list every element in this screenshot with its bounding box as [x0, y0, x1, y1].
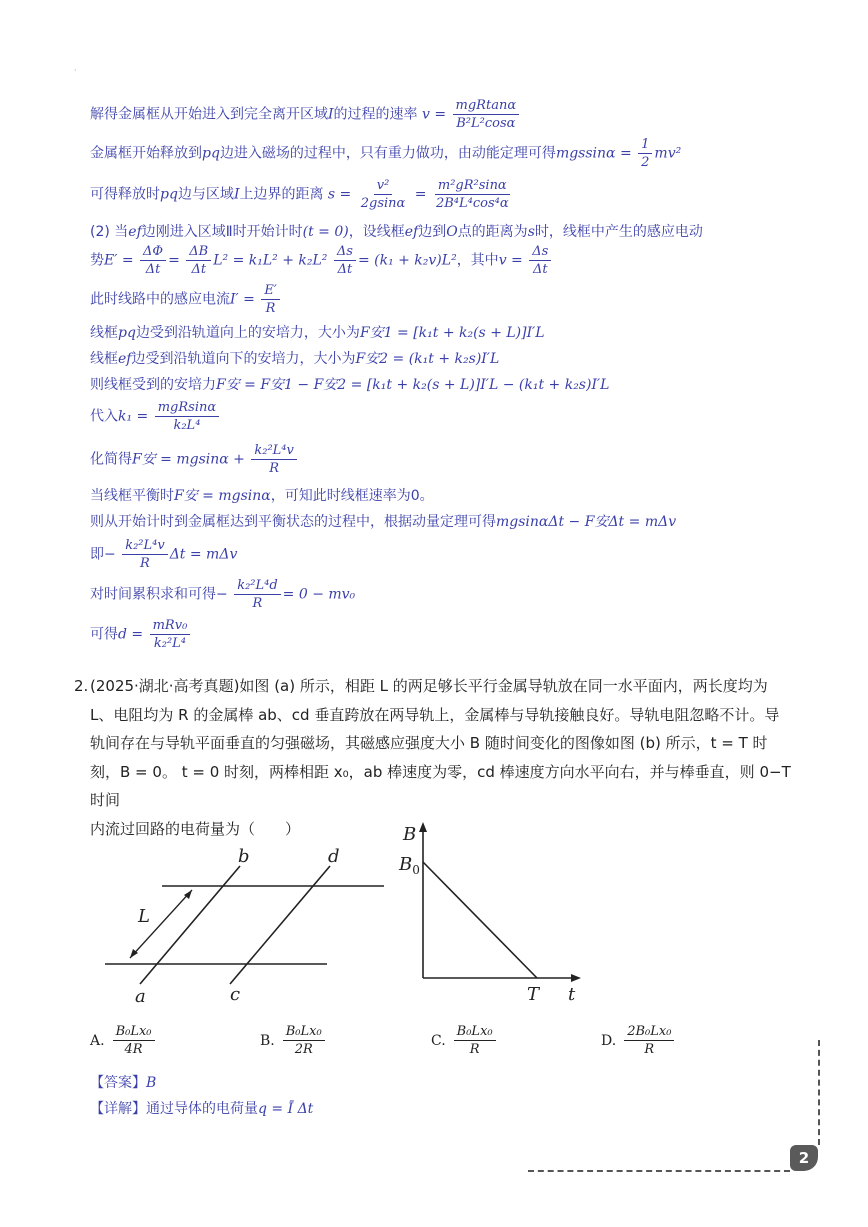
text: 边进入磁场的过程中，只有重力做功，由动能定理可得: [219, 145, 556, 162]
label-pq: pq: [160, 186, 178, 203]
solution-line-7: [90, 322, 545, 342]
text: ，设线框: [348, 224, 405, 240]
label-ef: ef: [128, 224, 142, 240]
text: 边刚进入区域Ⅱ时开始计时: [141, 224, 303, 240]
formula: −: [104, 546, 116, 563]
rod-cd: [230, 866, 330, 984]
fraction: [453, 98, 520, 131]
region-label: I: [328, 106, 334, 123]
fraction: [234, 578, 280, 611]
label-L: L: [138, 906, 150, 927]
solution-line-16: [90, 618, 192, 651]
label-B0-sub: 0: [412, 863, 420, 877]
label-ef: ef: [118, 351, 132, 367]
label-s: s: [527, 224, 535, 240]
denominator: R: [644, 1042, 655, 1057]
numerator: B₀Lx₀: [113, 1024, 155, 1041]
formula: Δt = mΔv: [169, 546, 238, 563]
text: 可得释放时: [90, 186, 160, 203]
question-line-2: L、电阻均为 R 的金属棒 ab、cd 垂直跨放在两导轨上，金属棒与导轨接触良好。导轨电阻忽略不计。导: [90, 705, 780, 724]
denominator: 4R: [124, 1042, 143, 1057]
denominator: R: [140, 556, 150, 571]
detail-label: 【详解】: [90, 1101, 146, 1117]
formula: E′ =: [104, 252, 134, 269]
fraction: [624, 1024, 674, 1057]
answer-line: [90, 1072, 156, 1092]
fraction: [638, 137, 652, 170]
formula: −: [216, 586, 228, 603]
page-number: 2: [790, 1145, 818, 1171]
axis-label-t: t: [568, 984, 576, 1005]
y-axis-arrow: [419, 822, 427, 832]
label-a: a: [135, 986, 146, 1007]
question-number: 2.: [74, 677, 89, 695]
denominator: k₂²L⁴: [153, 636, 187, 651]
label-B0-main: B: [399, 854, 413, 875]
numerator: B₀Lx₀: [283, 1024, 325, 1041]
formula: F安 = mgsinα: [174, 488, 271, 504]
numerator: ΔΦ: [140, 244, 166, 261]
fraction: [358, 178, 409, 211]
numerator: E′: [261, 283, 279, 300]
numerator: mgRsinα: [155, 400, 219, 417]
fraction: [334, 244, 356, 277]
option-a[interactable]: [90, 1024, 157, 1057]
formula: mv²: [654, 145, 682, 162]
formula: v =: [498, 252, 523, 269]
denominator: R: [469, 1042, 480, 1057]
fraction: [155, 400, 219, 433]
text: 则从开始计时到金属框达到平衡状态的过程中，根据动量定理可得: [90, 514, 496, 530]
solution-line-3: [90, 178, 514, 211]
text: 边到: [418, 224, 447, 240]
text: 金属框开始释放到: [90, 145, 202, 162]
page-corner-vertical-dash: [818, 1040, 820, 1145]
text: ，可知此时线框速率为0。: [270, 488, 434, 504]
denominator: Δt: [191, 262, 207, 277]
denominator: 2B⁴L⁴cos⁴α: [435, 196, 509, 211]
formula: v =: [421, 106, 447, 123]
numerator: k₂²L⁴v: [251, 443, 297, 460]
formula: s =: [327, 186, 352, 203]
text: 即: [90, 546, 104, 563]
denominator: 2: [641, 155, 650, 170]
fraction: [140, 244, 166, 277]
question-source: (2025·湖北·高考真题): [90, 677, 240, 695]
denominator: 2gsinα: [360, 196, 406, 211]
option-c[interactable]: [431, 1024, 498, 1057]
text: 边受到沿轨道向下的安培力，大小为: [131, 351, 356, 367]
region-label: I: [233, 186, 240, 203]
solution-line-4: [90, 221, 703, 241]
solution-line-9: [90, 374, 609, 394]
option-d[interactable]: [601, 1024, 676, 1057]
fraction: [529, 244, 551, 277]
text: 边受到沿轨道向上的安培力，大小为: [135, 325, 360, 341]
formula: L² = k₁L² + k₂L²: [213, 252, 328, 269]
formula: =: [414, 186, 427, 203]
solution-line-15: [90, 578, 355, 611]
option-letter: C.: [431, 1032, 446, 1049]
detail-formula: q = Ī Δt: [258, 1101, 314, 1117]
fraction: [251, 443, 297, 476]
label-ef: ef: [404, 224, 419, 240]
solution-line-14: [90, 538, 237, 571]
solution-line-8: [90, 348, 499, 368]
denominator: k₂L⁴: [173, 418, 201, 433]
answer-label: 【答案】: [90, 1075, 146, 1091]
text: 如图 (a) 所示，相距 L 的两足够长平行金属导轨放在同一水平面内，两长度均为: [239, 677, 768, 695]
denominator: Δt: [145, 262, 161, 277]
label-d: d: [328, 846, 340, 867]
label-c: c: [230, 984, 241, 1005]
formula: F安2 = (k₁t + k₂s)I′L: [355, 351, 500, 367]
header-dot: ·: [74, 66, 77, 75]
text: 上边界的距离: [239, 186, 324, 203]
page-corner-horizontal-dash: [528, 1170, 790, 1172]
figure-b-B-t-graph: [395, 818, 595, 1008]
answer-value: B: [146, 1075, 157, 1091]
denominator: 2R: [294, 1042, 313, 1057]
formula: F安1 = [k₁t + k₂(s + L)]I′L: [359, 325, 545, 341]
text: 的过程的速率: [333, 106, 418, 123]
solution-line-10: [90, 400, 221, 433]
numerator: Δs: [529, 244, 551, 261]
option-letter: B.: [260, 1032, 275, 1049]
text: 势: [90, 252, 104, 269]
solution-line-12: [90, 485, 434, 505]
formula: d =: [118, 626, 144, 643]
label-B0: [398, 854, 420, 877]
fraction: [261, 283, 279, 316]
numerator: ΔB: [186, 244, 211, 261]
formula: F安 = mgsinα +: [132, 451, 245, 468]
numerator: mRv₀: [150, 618, 191, 635]
option-b[interactable]: [260, 1024, 327, 1057]
text: 解得金属框从开始进入到完全离开区域: [90, 106, 328, 123]
formula: k₁ =: [118, 408, 149, 425]
formula: F安 = F安1 − F安2 = [k₁t + k₂(s + L)]I′L − (k₁t + k₂s)I′L: [216, 377, 610, 393]
text: 化简得: [90, 451, 132, 468]
label-O: O: [446, 224, 458, 240]
B-decay-line: [423, 862, 537, 978]
label-b: b: [238, 846, 250, 867]
text: 可得: [90, 626, 118, 643]
label-pq: pq: [118, 325, 136, 341]
denominator: R: [252, 596, 263, 611]
numerator: B₀Lx₀: [454, 1024, 496, 1041]
text: 对时间累积求和可得: [90, 586, 216, 603]
formula: (t = 0): [302, 224, 349, 240]
numerator: Δs: [334, 244, 356, 261]
denominator: Δt: [532, 262, 548, 277]
fraction: [186, 244, 211, 277]
numerator: k₂²L⁴v: [122, 538, 168, 555]
formula: mgsinαΔt − F安Δt = mΔv: [496, 514, 677, 530]
fraction: [122, 538, 168, 571]
label-pq: pq: [202, 145, 220, 162]
question-line-3: 轨间存在与导轨平面垂直的匀强磁场，其磁感应强度大小 B 随时间变化的图像如图 (b) 所示，t = T 时: [90, 734, 768, 752]
fraction: [433, 178, 512, 211]
option-letter: A.: [90, 1032, 105, 1049]
text: 线框: [90, 325, 118, 341]
solution-line-5: [90, 244, 553, 277]
formula: mgssinα =: [555, 145, 632, 162]
text: 当线框平衡时: [90, 488, 174, 504]
solution-line-13: [90, 511, 676, 531]
numerator: m²gR²sinα: [435, 178, 510, 195]
text: 线框: [90, 351, 118, 367]
denominator: Δt: [337, 262, 353, 277]
text: 点的距离为: [457, 224, 528, 240]
formula: =: [168, 252, 180, 269]
text: (2) 当: [90, 224, 129, 240]
numerator: mgRtanα: [453, 98, 520, 115]
denominator: B²L²cosα: [456, 116, 516, 131]
text: 时，线框中产生的感应电动: [534, 224, 703, 240]
rod-ab: [140, 866, 240, 984]
denominator: R: [265, 301, 276, 316]
detail-line: [90, 1098, 313, 1118]
text: 此时线路中的感应电流: [90, 291, 230, 308]
numerator: k₂²L⁴d: [234, 578, 280, 595]
numerator: 2B₀Lx₀: [624, 1024, 674, 1041]
text: 则线框受到的安培力: [90, 377, 216, 393]
fraction: [283, 1024, 325, 1057]
solution-line-6: [90, 283, 282, 316]
question-line-5: 内流过回路的电荷量为（ ）: [90, 819, 301, 838]
numerator: v²: [374, 178, 393, 195]
fraction: [150, 618, 191, 651]
denominator: R: [269, 461, 279, 476]
solution-line-1: [90, 98, 521, 131]
formula: = 0 − mv₀: [282, 586, 356, 603]
option-letter: D.: [601, 1032, 617, 1049]
question-line-1: [90, 672, 810, 701]
formula: = (k₁ + k₂v)L²: [357, 252, 457, 269]
fraction: [113, 1024, 155, 1057]
text: 代入: [90, 408, 118, 425]
formula: I′ =: [230, 291, 255, 308]
figure-a-rails-diagram: [100, 840, 390, 1010]
axis-label-B: B: [403, 824, 417, 845]
solution-line-2: [90, 137, 681, 170]
text: ，其中: [456, 252, 499, 269]
label-T: T: [527, 984, 540, 1005]
numerator: 1: [638, 137, 652, 154]
text: 边与区域: [177, 186, 234, 203]
detail-text: 通过导体的电荷量: [146, 1101, 258, 1117]
x-axis-arrow: [571, 974, 581, 982]
solution-line-11: [90, 443, 299, 476]
question-line-4: 刻，B = 0。 t = 0 时刻，两棒相距 x₀，ab 棒速度为零，cd 棒速度方向水平向右，并与棒垂直，则 0−T 时间: [90, 762, 791, 809]
fraction: [454, 1024, 496, 1057]
